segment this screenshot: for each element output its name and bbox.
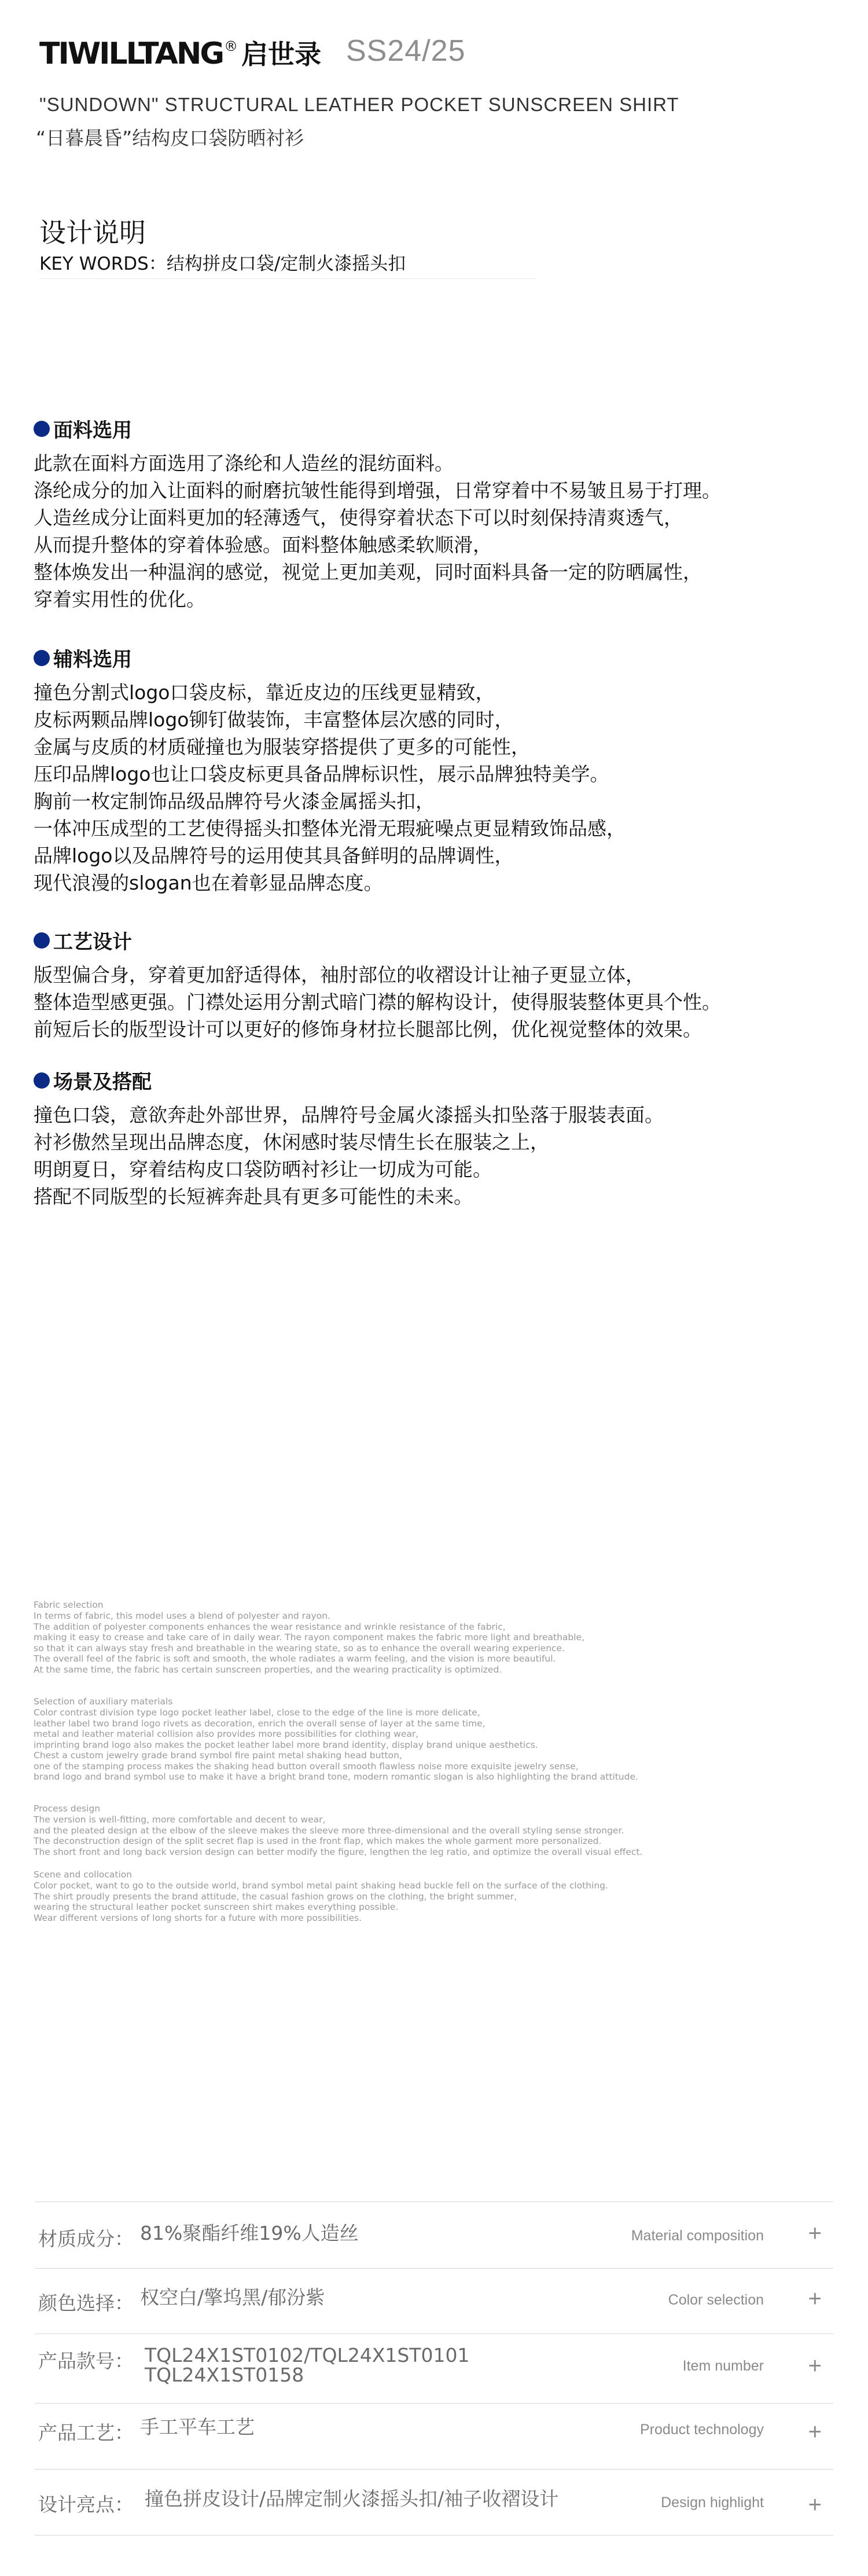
spec-label-en: Material composition [631, 2228, 764, 2244]
english-line: The shirt proudly presents the brand attitude, the casual fashion grows on the clothing, the bright summer, [34, 1891, 517, 1902]
paragraph-line: 一体冲压成型的工艺使得摇头扣整体光滑无瑕疵噪点更显精致饰品感， [34, 817, 626, 840]
section-process [34, 926, 849, 1043]
spec-label: 设计亮点： [38, 2493, 134, 2516]
plus-icon[interactable]: + [808, 2492, 822, 2518]
spec-label-en: Design highlight [661, 2494, 764, 2511]
english-line: one of the stamping process makes the shaking head button overall smooth flawless noise more exquisite jewelry sense, [34, 1761, 579, 1772]
spec-label-en: Color selection [668, 2292, 764, 2308]
english-line: The deconstruction design of the split secret flap is used in the front flap, which makes the whole garment more personalized. [34, 1836, 602, 1846]
english-heading: Scene and collocation [34, 1869, 133, 1880]
spec-row-design-highlight[interactable] [35, 2469, 833, 2535]
section-scene [34, 1066, 849, 1210]
paragraph-line: 胸前一枚定制饰品级品牌符号火漆金属摇头扣， [34, 790, 435, 813]
paragraph-line: 人造丝成分让面料更加的轻薄透气，使得穿着状态下可以时刻保持清爽透气， [34, 506, 683, 529]
bullet-dot-icon [34, 932, 50, 949]
spec-value: 81%聚酯纤维19%人造丝 [140, 2222, 359, 2244]
bullet-dot-icon [34, 1072, 50, 1089]
plus-icon[interactable]: + [808, 2286, 822, 2312]
brand-name-en: TIWILLTANG [39, 36, 223, 71]
paragraph-line: 涤纶成分的加入让面料的耐磨抗皱性能得到增强，日常穿着中不易皱且易于打理。 [34, 479, 721, 502]
spec-value: 撞色拼皮设计/品牌定制火漆摇头扣/袖子收褶设计 [145, 2487, 559, 2510]
spec-value-line2: TQL24X1ST0158 [145, 2364, 304, 2386]
paragraph-line: 整体焕发出一种温润的感觉，视觉上更加美观，同时面料具备一定的防晒属性， [34, 561, 702, 583]
spec-row-material[interactable] [35, 2202, 833, 2269]
spec-label: 产品工艺： [38, 2421, 134, 2444]
english-heading: Process design [34, 1803, 101, 1814]
english-scene [34, 1869, 844, 1923]
english-line: and the pleated design at the elbow of the sleeve makes the sleeve more three-dimensional and the overall styling sense stronger. [34, 1825, 624, 1836]
spec-value: TQL24X1ST0102/TQL24X1ST0101 [145, 2344, 470, 2366]
bullet-dot-icon [34, 650, 50, 666]
section-fabric [34, 414, 849, 613]
english-line: leather label two brand logo rivets as decoration, enrich the overall sense of layer at the same time, [34, 1718, 486, 1729]
spec-label-en: Product technology [639, 2421, 764, 2438]
paragraph-line: 从而提升整体的穿着体验感。面料整体触感柔软顺滑， [34, 534, 492, 556]
english-line: At the same time, the fabric has certain sunscreen properties, and the wearing practicality is optimized. [34, 1664, 502, 1675]
spec-label: 颜色选择： [38, 2292, 134, 2314]
season-label: SS24/25 [346, 34, 466, 68]
paragraph-line: 压印品牌logo也让口袋皮标更具备品牌标识性，展示品牌独特美学。 [34, 763, 609, 785]
english-process [34, 1803, 844, 1857]
paragraph-line: 前短后长的版型设计可以更好的修饰身材拉长腿部比例，优化视觉整体的效果。 [34, 1018, 702, 1041]
paragraph-line: 明朗夏日，穿着结构皮口袋防晒衬衫让一切成为可能。 [34, 1158, 492, 1181]
paragraph-line: 金属与皮质的材质碰撞也为服装穿搭提供了更多的可能性， [34, 736, 530, 758]
plus-icon[interactable]: + [808, 2221, 822, 2246]
english-line: Chest a custom jewelry grade brand symbol fire paint metal shaking head button, [34, 1750, 402, 1761]
bullet-dot-icon [34, 421, 50, 437]
english-line: so that it can always stay fresh and breathable in the wearing state, so as to enhance the overall wearing experience. [34, 1642, 565, 1653]
spec-label: 材质成分： [38, 2228, 134, 2250]
spec-row-item-number[interactable] [35, 2334, 833, 2404]
paragraph-line: 版型偏合身，穿着更加舒适得体，袖肘部位的收褶设计让袖子更显立体， [34, 964, 645, 986]
spec-label-en: Item number [682, 2358, 764, 2374]
spec-row-color[interactable] [35, 2268, 833, 2334]
plus-icon[interactable]: + [808, 2353, 822, 2379]
registered-mark: ® [224, 38, 238, 54]
english-line: The version is well-fitting, more comfortable and decent to wear, [34, 1814, 326, 1825]
paragraph-line: 撞色分割式logo口袋皮标，靠近皮边的压线更显精致， [34, 681, 495, 704]
english-line: brand logo and brand symbol use to make it have a bright brand tone, modern romantic slogan is also highlighting the brand attitude. [34, 1772, 638, 1782]
product-title-cn: “日暮晨昏”结构皮口袋防晒衬衫 [36, 127, 304, 149]
english-line: making it easy to crease and take care of in daily wear. The rayon component makes the fabric more light and breathable, [34, 1632, 585, 1642]
paragraph-line: 搭配不同版型的长短裤奔赴具有更多可能性的未来。 [34, 1185, 473, 1208]
english-line: The addition of polyester components enhances the wear resistance and wrinkle resistance of the fabric, [34, 1621, 506, 1632]
english-line: Color contrast division type logo pocket leather label, close to the edge of the line is more delicate, [34, 1707, 480, 1718]
english-line: In terms of fabric, this model uses a blend of polyester and rayon. [34, 1611, 330, 1621]
paragraph-line: 现代浪漫的slogan也在着彰显品牌态度。 [34, 872, 383, 894]
paragraph-line: 衬衫傲然呈现出品牌态度，休闲感时装尽情生长在服装之上， [34, 1131, 549, 1153]
plus-icon[interactable]: + [808, 2419, 822, 2445]
paragraph-line: 整体造型感更强。门襟处运用分割式暗门襟的解构设计，使得服装整体更具个性。 [34, 991, 721, 1013]
english-line: Color pocket, want to go to the outside world, brand symbol metal paint shaking head buckle fell on the surface of the clothing. [34, 1880, 608, 1891]
english-line: imprinting brand logo also makes the pocket leather label more brand identity, display brand unique aesthetics. [34, 1739, 538, 1750]
english-fabric [34, 1600, 844, 1675]
spec-value: 权空白/擎坞黑/郁汾紫 [140, 2286, 325, 2309]
english-line: Wear different versions of long shorts for a future with more possibilities. [34, 1912, 362, 1923]
section-heading: 辅料选用 [34, 644, 849, 672]
design-description-title: 设计说明 [39, 217, 146, 248]
spec-row-technology[interactable] [35, 2403, 833, 2470]
english-heading: Fabric selection [34, 1600, 104, 1610]
english-line: The overall feel of the fabric is soft and smooth, the whole radiates a warm feeling, and the vision is more beautiful. [34, 1653, 556, 1664]
english-line: wearing the structural leather pocket sunscreen shirt makes everything possible. [34, 1902, 399, 1912]
paragraph-line: 撞色口袋，意欲奔赴外部世界，品牌符号金属火漆摇头扣坠落于服装表面。 [34, 1104, 664, 1126]
paragraph-line: 皮标两颗品牌logo铆钉做装饰，丰富整体层次感的同时， [34, 708, 514, 731]
section-heading: 面料选用 [34, 414, 849, 443]
product-title-en: "SUNDOWN" STRUCTURAL LEATHER POCKET SUNSCREEN SHIRT [39, 94, 679, 115]
section-accessories [34, 644, 849, 896]
english-accessories [34, 1696, 844, 1783]
keywords-line: KEY WORDS：结构拼皮口袋/定制火漆摇头扣 [39, 249, 537, 279]
brand-name-cn: 启世录 [241, 39, 322, 70]
english-line: The short front and long back version design can better modify the figure, lengthen the leg ratio, and optimize the overall visual effect. [34, 1846, 643, 1857]
section-heading: 场景及搭配 [34, 1066, 849, 1094]
english-line: metal and leather material collision also provides more possibilities for clothing wear, [34, 1729, 419, 1739]
brand-logo [39, 34, 321, 72]
paragraph-line: 此款在面料方面选用了涤纶和人造丝的混纺面料。 [34, 452, 454, 475]
section-heading: 工艺设计 [34, 926, 849, 954]
english-heading: Selection of auxiliary materials [34, 1696, 173, 1707]
spec-value: 手工平车工艺 [140, 2416, 255, 2438]
paragraph-line: 品牌logo以及品牌符号的运用使其具备鲜明的品牌调性， [34, 844, 514, 867]
paragraph-line: 穿着实用性的优化。 [34, 588, 205, 611]
spec-label: 产品款号： [38, 2350, 134, 2372]
